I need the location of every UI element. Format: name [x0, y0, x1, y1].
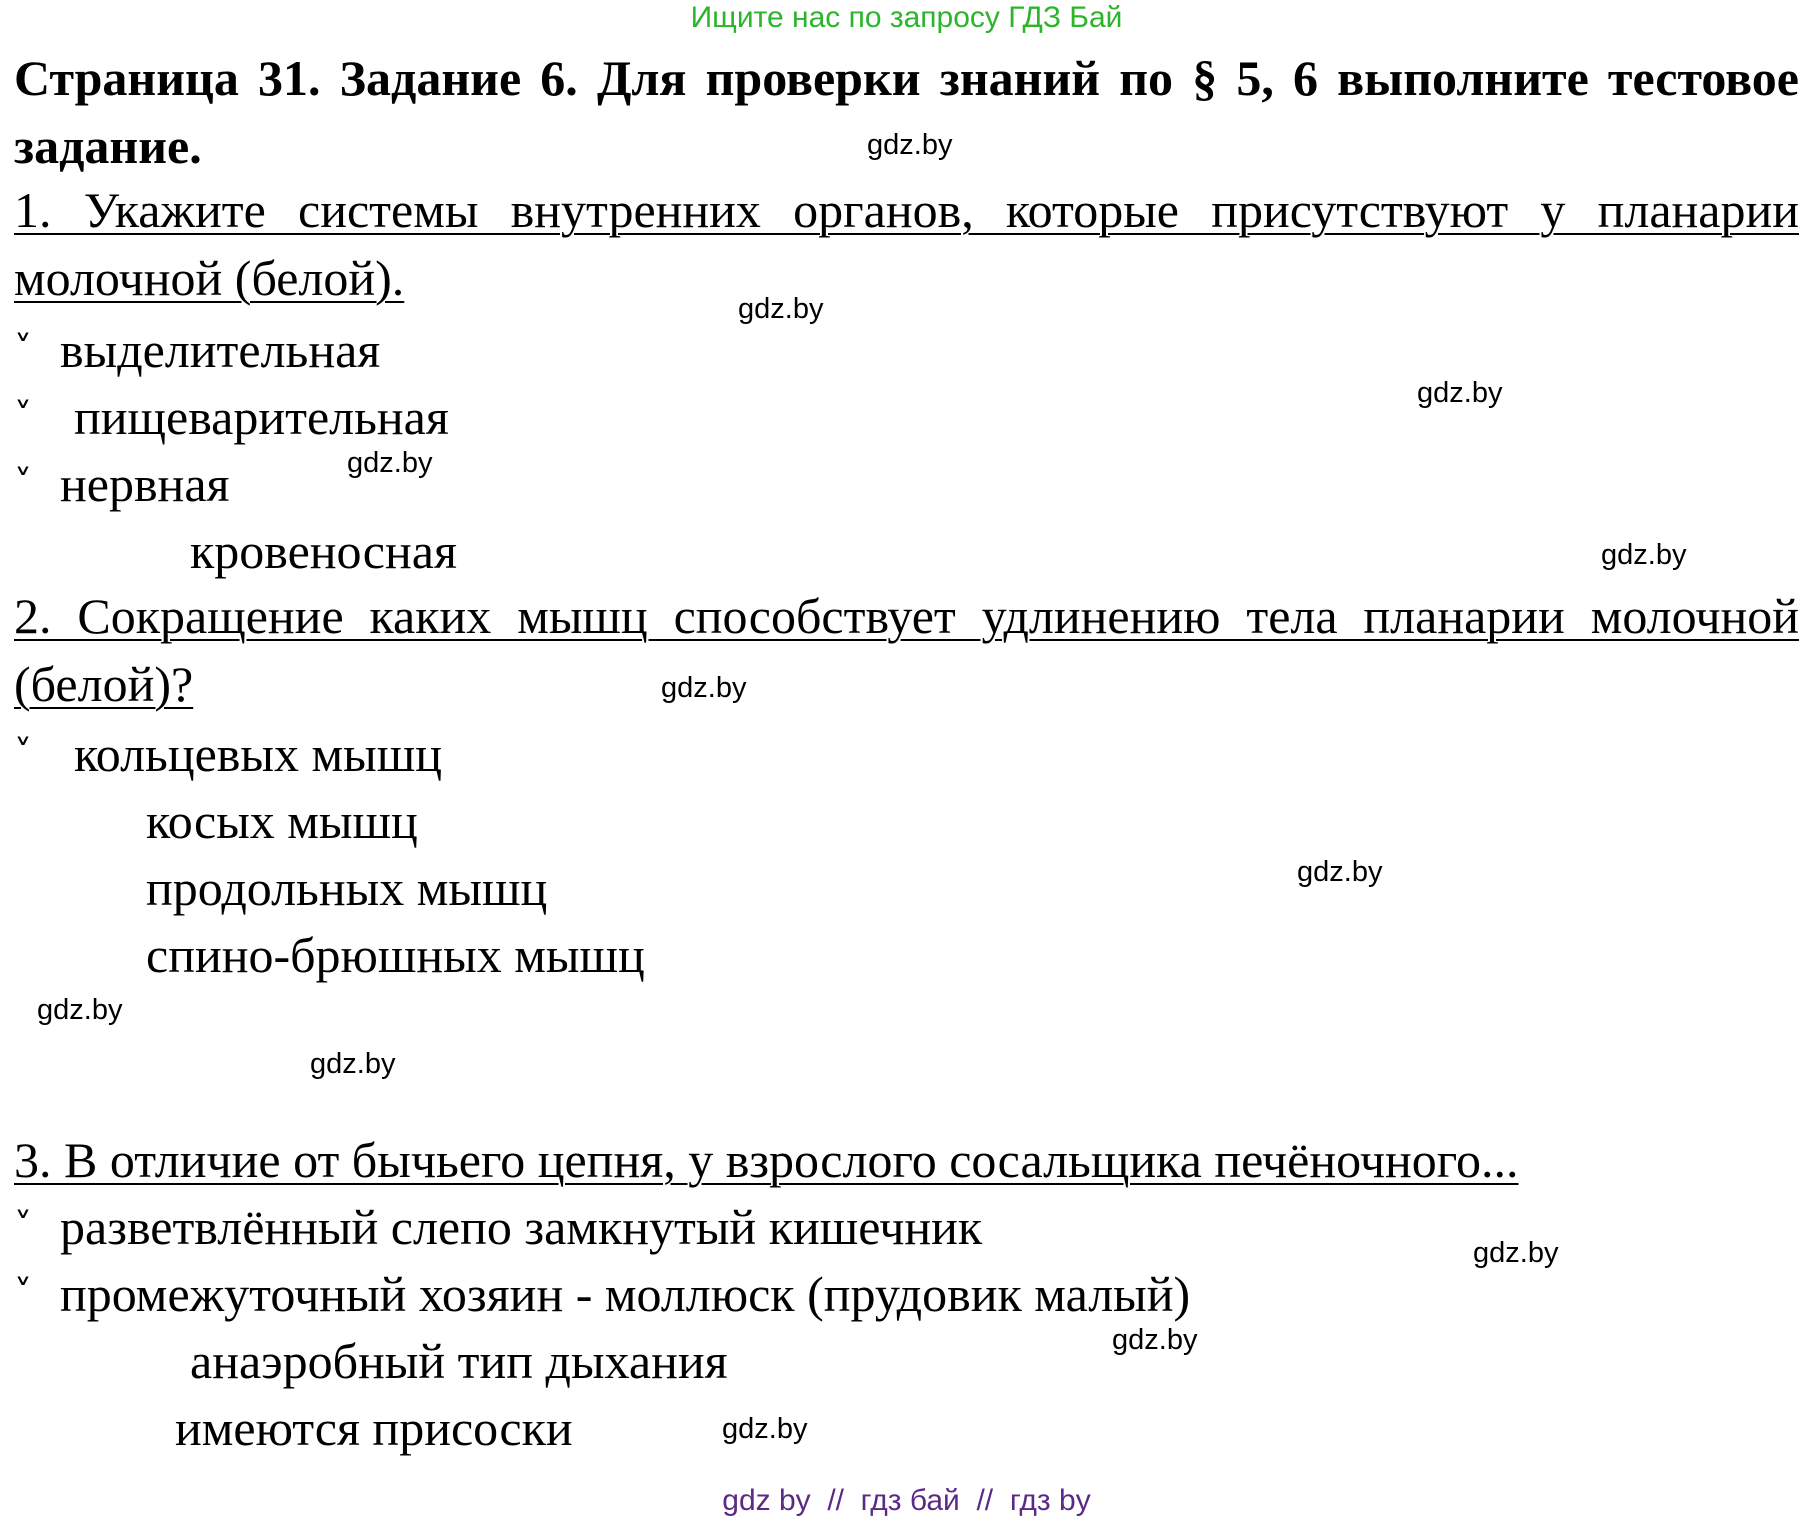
watermark: gdz.by	[738, 293, 824, 325]
watermark: gdz.by	[310, 1048, 396, 1080]
check-mark-icon: ˅	[14, 1206, 32, 1247]
promo-banner[interactable]: Ищите нас по запросу ГДЗ Бай	[690, 1, 1123, 34]
q2-option-2: косых мышц	[146, 793, 418, 849]
q3-option-4: имеются присоски	[175, 1400, 573, 1456]
question-2: 2. Сокращение каких мышц способствует удлинению тела планарии молочной (белой)?	[14, 588, 1799, 712]
question-1: 1. Укажите системы внутренних органов, которые присутствуют у планарии молочной (белой).	[14, 182, 1799, 306]
watermark: gdz.by	[1297, 856, 1383, 888]
q1-option-1: выделительная	[60, 322, 381, 378]
q3-option-3: анаэробный тип дыхания	[190, 1333, 728, 1389]
watermark: gdz.by	[37, 994, 123, 1026]
watermark: gdz.by	[722, 1413, 808, 1445]
q3-option-1: разветвлённый слепо замкнутый кишечник	[60, 1199, 983, 1255]
q2-option-1: кольцевых мышц	[74, 726, 442, 782]
q1-option-4: кровеносная	[190, 523, 457, 579]
check-mark-icon: ˅	[14, 733, 32, 774]
check-mark-icon: ˅	[14, 463, 32, 504]
watermark: gdz.by	[661, 672, 747, 704]
watermark: gdz.by	[1112, 1324, 1198, 1356]
q1-option-3: нервная	[60, 456, 230, 512]
check-mark-icon: ˅	[14, 329, 32, 370]
q2-option-3: продольных мышц	[146, 860, 548, 916]
watermark: gdz.by	[1601, 539, 1687, 571]
watermark: gdz.by	[1473, 1237, 1559, 1269]
page-title: Страница 31. Задание 6. Для проверки знаний по § 5, 6 выполните тестовое задание.	[14, 50, 1799, 174]
q2-option-4: спино-брюшных мышц	[146, 927, 645, 983]
watermark: gdz.by	[347, 447, 433, 479]
footer-links[interactable]: gdz by // гдз бай // гдз by	[722, 1484, 1091, 1517]
watermark: gdz.by	[1417, 377, 1503, 409]
check-mark-icon: ˅	[14, 396, 32, 437]
watermark: gdz.by	[867, 129, 953, 161]
check-mark-icon: ˅	[14, 1273, 32, 1314]
q1-option-2: пищеварительная	[74, 389, 449, 445]
q3-option-2: промежуточный хозяин - моллюск (прудовик малый)	[60, 1266, 1191, 1322]
question-3: 3. В отличие от бычьего цепня, у взрослого сосальщика печёночного...	[14, 1132, 1519, 1188]
